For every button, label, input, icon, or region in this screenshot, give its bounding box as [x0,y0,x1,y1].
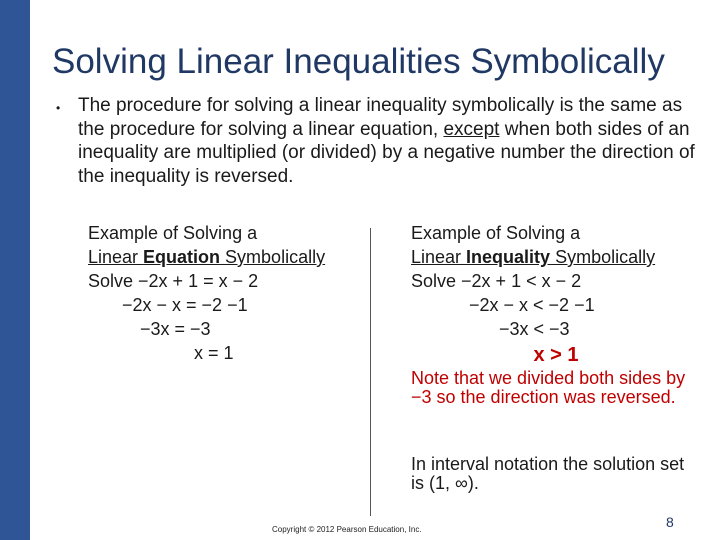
equation-step-1: Solve −2x + 1 = x − 2 [88,271,259,291]
bullet-marker: • [56,101,61,115]
slide-title: Solving Linear Inequalities Symbolically [52,42,665,81]
equation-heading-post: Symbolically [220,247,326,267]
intro-paragraph [78,94,710,188]
inequality-step-2: −2x − x < −2 −1 [469,295,595,315]
inequality-heading-bold: Inequality [466,247,551,267]
inequality-heading-pre: Linear [411,247,467,267]
interval-notation-note: In interval notation the solution set is (1, ∞). [411,454,685,493]
inequality-heading-post: Symbolically [550,247,656,267]
inequality-example-column [411,221,701,367]
reversal-note: Note that we divided both sides by −3 so the direction was reversed. [411,368,686,407]
equation-step-2: −2x − x = −2 −1 [122,295,248,315]
inequality-step-3: −3x < −3 [499,319,570,339]
intro-emphasis: except [443,118,500,140]
page-number: 8 [666,514,674,530]
intro-text-after: when both sides of an inequality are multiplied (or divided) by a negative number the direction of the inequality is reversed. [78,118,695,187]
inequality-heading-line1: Example of Solving a [411,223,581,243]
side-accent-bar [0,0,30,540]
equation-heading-line2 [88,245,358,269]
equation-example-column [88,221,358,365]
inequality-step-1: Solve −2x + 1 < x − 2 [411,271,582,291]
inequality-heading-line2 [411,245,701,269]
equation-heading-bold: Equation [143,247,221,267]
equation-step-4: x = 1 [194,343,234,363]
column-divider [370,228,371,516]
equation-heading-pre: Linear [88,247,144,267]
inequality-result: x > 1 [533,344,579,366]
intro-text-before: The procedure for solving a linear inequality symbolically is the same as the procedure for solving a linear equation, [78,95,683,140]
equation-step-3: −3x = −3 [140,319,211,339]
copyright-footer: Copyright © 2012 Pearson Education, Inc. [272,525,422,534]
equation-heading-line1: Example of Solving a [88,223,258,243]
